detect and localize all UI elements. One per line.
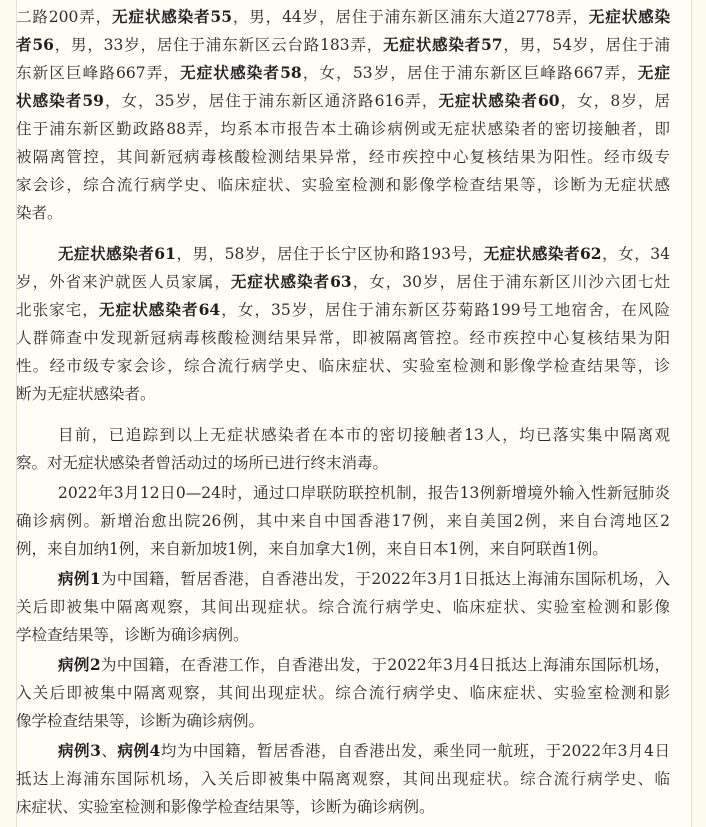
text-run: ，女，8岁，居	[559, 92, 670, 110]
text-run: 为中国籍，在香港工作，自香港出发，于2022年3月4日抵达上海浦东国际机场，	[100, 656, 670, 674]
text-line	[16, 171, 670, 199]
text-run: 入关后即被集中隔离观察，其间出现症状。综合流行病学史、临床症状、实验室检测和影	[16, 684, 670, 702]
text-run: 关后即被集中隔离观察，其间出现症状。综合流行病学史、临床症状、实验室检测和影像	[16, 598, 670, 616]
text-line	[58, 240, 670, 268]
text-line	[16, 268, 670, 296]
text-run: 为中国籍，暂居香港，自香港出发，于2022年3月1日抵达上海浦东国际机场，入	[100, 570, 670, 588]
bold-case-label: 无症状感染者58	[180, 63, 302, 82]
bold-case-label: 无症状感染者62	[483, 244, 602, 263]
text-run: 床症状、实验室检测和影像学检查结果等，诊断为确诊病例。	[16, 798, 435, 816]
bold-case-label: 无症状感染者60	[438, 91, 560, 110]
text-line	[16, 535, 670, 563]
text-run: 目前，已追踪到以上无症状感染者在本市的密切接触者13人，均已落实集中隔离观	[58, 426, 670, 444]
text-line	[16, 507, 670, 535]
text-line	[16, 449, 670, 477]
text-line	[16, 87, 670, 115]
text-line	[58, 651, 670, 679]
text-run: 住于浦东新区勤政路88弄，均系本市报告本土确诊病例或无症状感染者的密切接触者，即	[16, 120, 670, 138]
text-run: ，女，35岁，居住于浦东新区芬菊路199号工地宿舍，在风险	[220, 301, 670, 319]
text-run: 北张家宅，	[16, 301, 99, 319]
text-run: ，女，53岁，居住于浦东新区巨峰路667弄，	[301, 64, 638, 82]
text-run: 性。经市级专家会诊，综合流行病学史、临床症状、实验室检测和影像学检查结果等，诊	[16, 357, 670, 375]
bold-case-label: 病例1	[58, 569, 101, 588]
text-line	[58, 565, 670, 593]
text-run: 东新区巨峰路667弄，	[16, 64, 181, 82]
bold-case-label: 无症	[637, 63, 670, 82]
text-run: 像学检查结果等，诊断为确诊病例。	[16, 712, 265, 730]
text-line	[16, 352, 670, 380]
text-run: 家会诊，综合流行病学史、临床症状、实验室检测和影像学检查结果等，诊断为无症状感	[16, 176, 670, 194]
bold-case-label: 无症状感染者57	[383, 35, 503, 54]
text-line	[16, 31, 670, 59]
bold-case-label: 无症状感染者55	[112, 7, 232, 26]
text-run: 抵达上海浦东国际机场，入关后即被集中隔离观察，其间出现症状。综合流行病学史、临	[16, 770, 670, 788]
text-run: ，男，33岁，居住于浦东新区云台路183弄，	[53, 36, 384, 54]
text-line	[16, 621, 670, 649]
text-run: 2022年3月12日0—24时，通过口岸联防联控机制，报告13例新增境外输入性新冠肺炎	[58, 484, 670, 502]
text-line	[16, 143, 670, 171]
text-line	[16, 593, 670, 621]
text-line	[16, 296, 670, 324]
text-run: 学检查结果等，诊断为确诊病例。	[16, 626, 249, 644]
bold-case-label: 无症状感染者63	[230, 272, 352, 291]
text-line	[58, 421, 670, 449]
text-line	[58, 737, 670, 765]
text-run: 察。对无症状感染者曾活动过的场所已进行终末消毒。	[16, 454, 389, 472]
bold-case-label: 无症状感染	[588, 7, 670, 26]
text-run: 染者。	[16, 204, 63, 222]
text-run: ，男，54岁，居住于浦	[502, 36, 670, 54]
text-run: 被隔离管控，其间新冠病毒核酸检测结果异常，经市疾控中心复核结果为阳性。经市级专	[16, 148, 670, 166]
bold-case-label: 病例3	[58, 741, 101, 760]
text-line	[16, 765, 670, 793]
text-line	[16, 199, 670, 227]
text-line	[16, 324, 670, 352]
text-run: ，男，58岁，居住于长宁区协和路193号，	[175, 245, 484, 263]
text-run: 二路200弄，	[16, 8, 113, 26]
text-run: 确诊病例。新增治愈出院26例，其中来自中国香港17例，来自美国2例，来自台湾地区2	[16, 512, 670, 530]
text-run: 、	[100, 742, 118, 760]
text-run: ，男，44岁，居住于浦东新区浦东大道2778弄，	[232, 8, 589, 26]
bold-case-label: 者56	[16, 35, 54, 54]
text-line	[16, 3, 670, 31]
bold-case-label: 状感染者59	[16, 91, 104, 110]
text-line	[16, 707, 670, 735]
bold-case-label: 病例2	[58, 655, 101, 674]
bold-case-label: 病例4	[117, 741, 161, 760]
text-run: 例，来自加纳1例，来自新加坡1例，来自加拿大1例，来自日本1例，来自阿联酋1例。	[16, 540, 608, 558]
bold-case-label: 无症状感染者61	[58, 244, 176, 263]
bold-case-label: 无症状感染者64	[99, 300, 221, 319]
text-run: ，女，35岁，居住于浦东新区通济路616弄，	[103, 92, 439, 110]
text-line	[16, 115, 670, 143]
text-line	[16, 380, 670, 408]
text-line	[16, 793, 670, 821]
text-line	[16, 679, 670, 707]
text-run: 断为无症状感染者。	[16, 385, 156, 403]
text-run: 岁，外省来沪就医人员家属，	[16, 273, 231, 291]
text-run: ，女，30岁，居住于浦东新区川沙六团七灶	[351, 273, 670, 291]
text-run: 均为中国籍，暂居香港，自香港出发，乘坐同一航班，于2022年3月4日	[160, 742, 670, 760]
text-line	[58, 479, 670, 507]
text-line	[16, 59, 670, 87]
text-run: 人群筛查中发现新冠病毒核酸检测结果异常，即被隔离管控。经市疾控中心复核结果为阳	[16, 329, 670, 347]
text-run: ，女，34	[601, 245, 671, 263]
